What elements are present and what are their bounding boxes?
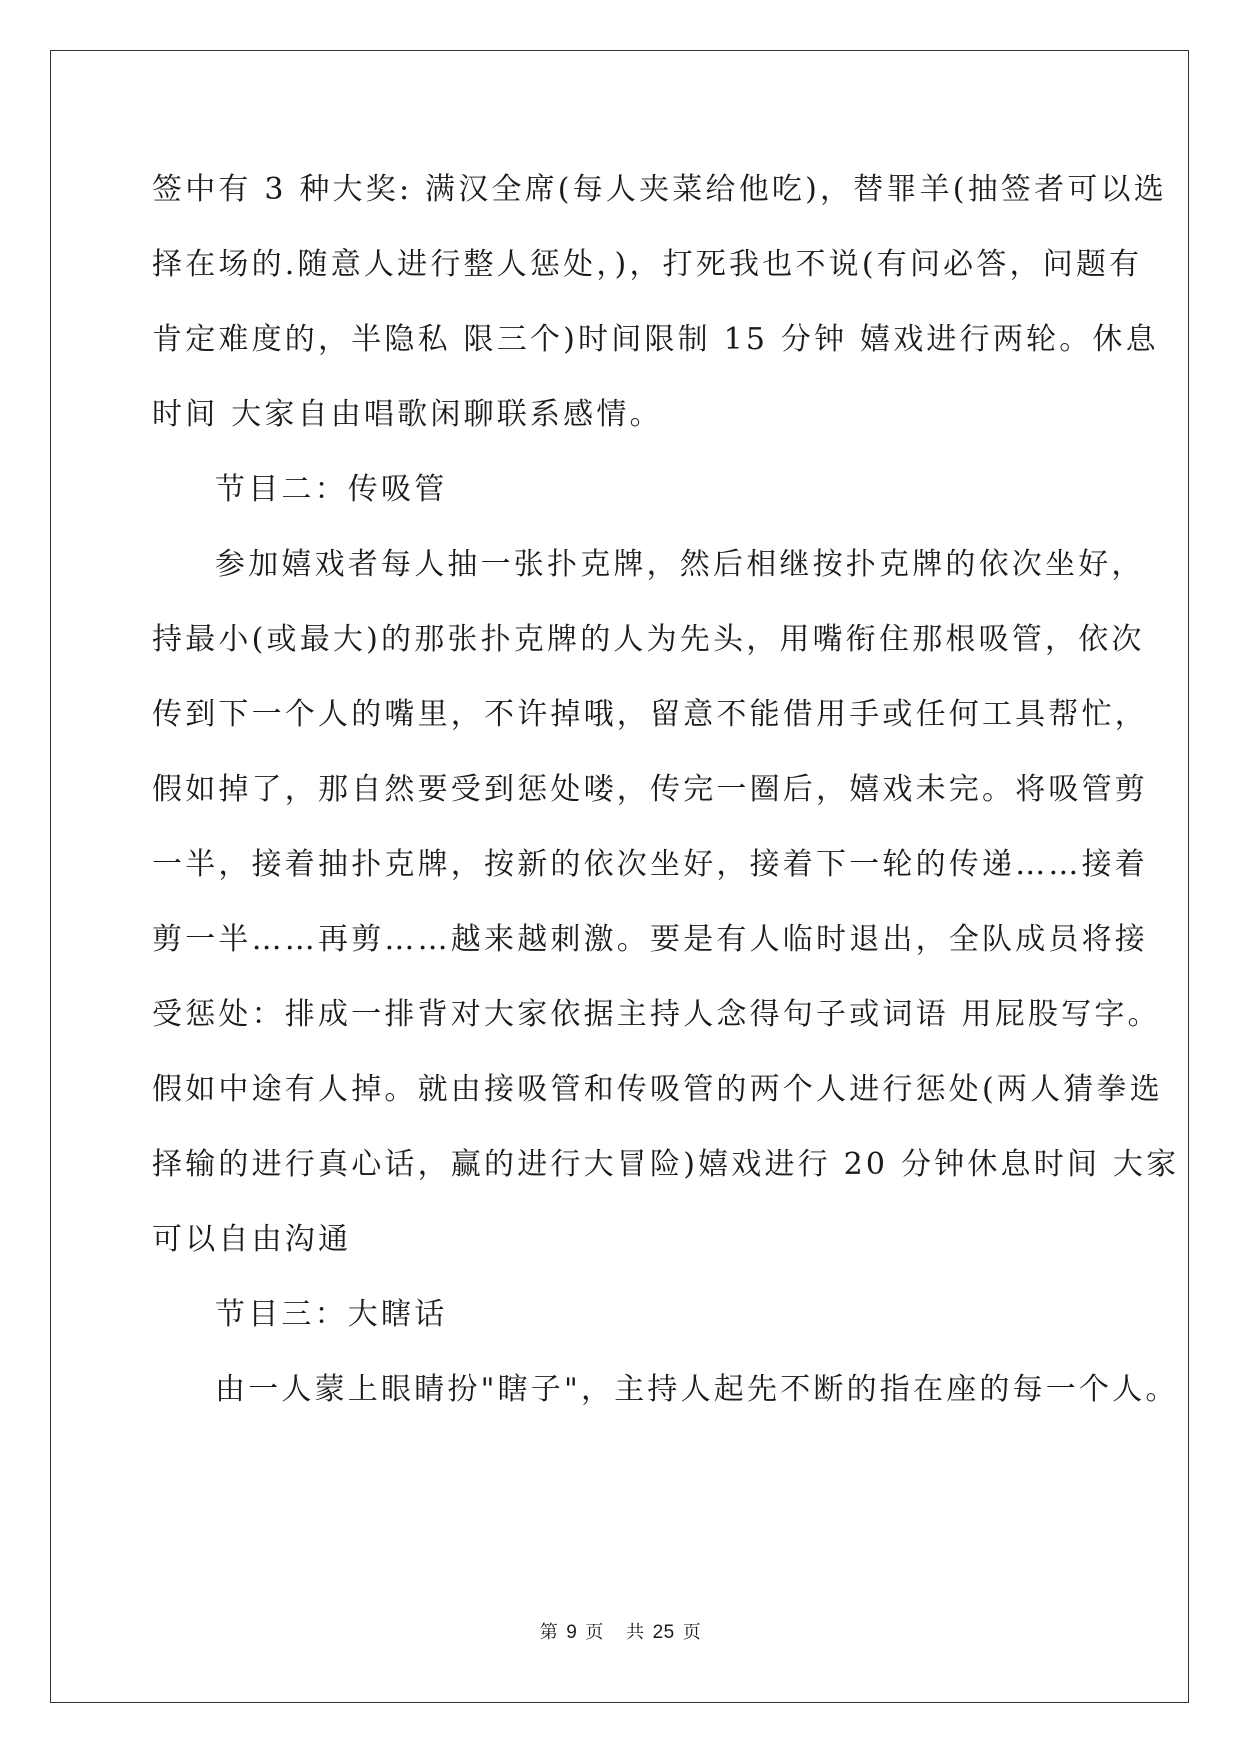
body-line: 传到下一个人的嘴里，不许掉哦，留意不能借用手或任何工具帮忙，: [152, 697, 1148, 732]
body-line: 受惩处：排成一排背对大家依据主持人念得句子或词语 用屁股写字。: [152, 997, 1161, 1032]
body-line: 假如掉了，那自然要受到惩处喽，传完一圈后，嬉戏未完。将吸管剪: [152, 772, 1148, 807]
body-line: 肯定难度的，半隐私 限三个)时间限制 15 分钟 嬉戏进行两轮。休息: [152, 322, 1159, 357]
section-heading: 节目三：大瞎话: [215, 1297, 448, 1332]
body-line: 一半，接着抽扑克牌，按新的依次坐好，接着下一轮的传递……接着: [152, 847, 1148, 882]
body-line: 签中有 3 种大奖: 满汉全席(每人夹菜给他吃)，替罪羊(抽签者可以选: [152, 172, 1167, 207]
page-number: 第 9 页: [539, 1622, 604, 1643]
body-line: 持最小(或最大)的那张扑克牌的人为先头，用嘴衔住那根吸管，依次: [152, 622, 1145, 657]
body-line: 择在场的.随意人进行整人惩处，)，打死我也不说(有问必答，问题有: [152, 247, 1143, 282]
body-line: 可以自由沟通: [152, 1222, 352, 1257]
body-line: 时间 大家自由唱歌闲聊联系感情。: [152, 397, 663, 432]
body-line: 参加嬉戏者每人抽一张扑克牌，然后相继按扑克牌的依次坐好，: [215, 547, 1145, 582]
page-total: 共 25 页: [626, 1622, 702, 1643]
body-line: 假如中途有人掉。就由接吸管和传吸管的两个人进行惩处(两人猜拳选: [152, 1072, 1163, 1107]
body-line: 剪一半……再剪……越来越刺激。要是有人临时退出，全队成员将接: [152, 922, 1148, 957]
body-line: 由一人蒙上眼睛扮"瞎子"，主持人起先不断的指在座的每一个人。: [215, 1372, 1179, 1407]
section-heading: 节目二：传吸管: [215, 472, 448, 507]
body-line: 择输的进行真心话，赢的进行大冒险)嬉戏进行 20 分钟休息时间 大家: [152, 1147, 1180, 1182]
page-footer: [0, 1621, 1241, 1645]
